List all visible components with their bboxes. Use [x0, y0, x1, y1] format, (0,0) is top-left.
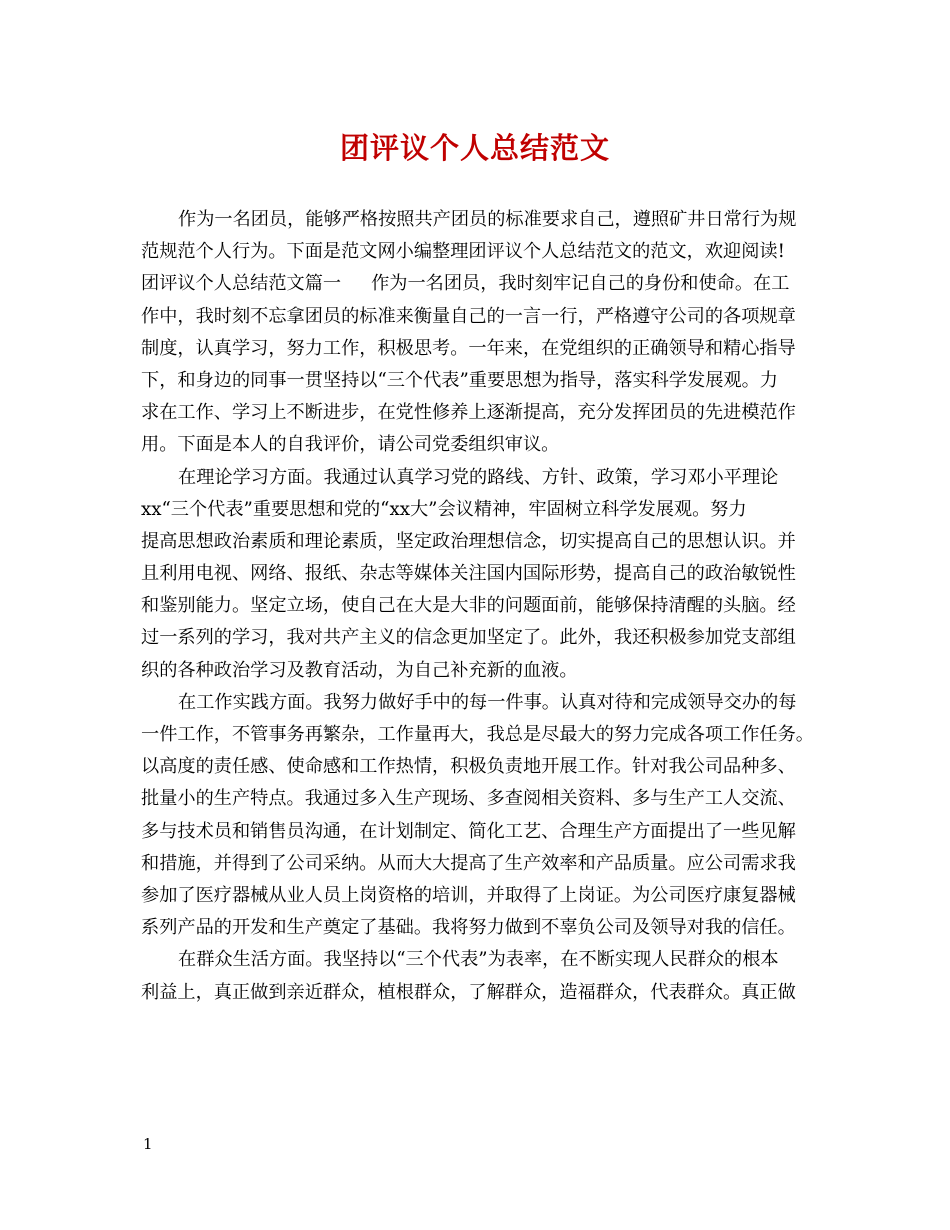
- section-heading: 团评议个人总结范文篇一: [141, 273, 342, 295]
- text-line: 在理论学习方面。我通过认真学习党的路线、方针、政策，学习邓小平理论: [178, 466, 779, 488]
- text-segment: 作为一名团员，我时刻牢记自己的身份和使命。在工: [371, 273, 790, 295]
- text-line: 提高思想政治素质和理论素质，坚定政治理想信念，切实提高自己的思想认识。并: [141, 530, 796, 552]
- text-line: 和鉴别能力。坚定立场，使自己在大是大非的问题面前，能够保持清醒的头脑。经: [141, 595, 796, 617]
- document-title: 团评议个人总结范文: [339, 131, 610, 165]
- text-line-composite: [141, 268, 813, 300]
- text-line: xx“三个代表”重要思想和党的“xx大”会议精神，牢固树立科学发展观。努力: [141, 498, 747, 520]
- text-line: 作中，我时刻不忘拿团员的标准来衡量自己的一言一行，严格遵守公司的各项规章: [141, 305, 796, 327]
- text-line: 在群众生活方面。我坚持以“三个代表”为表率，在不断实现人民群众的根本: [178, 949, 779, 971]
- text-line: 批量小的生产特点。我通过多入生产现场、多查阅相关资料、多与生产工人交流、: [141, 788, 796, 810]
- text-line: 参加了医疗器械从业人员上岗资格的培训，并取得了上岗证。为公司医疗康复器械: [141, 884, 796, 906]
- text-line: 织的各种政治学习及教育活动，为自己补充新的血液。: [141, 659, 578, 681]
- text-line: 以高度的责任感、使命感和工作热情，积极负责地开展工作。针对我公司品种多、: [141, 756, 796, 778]
- document-body: [141, 204, 813, 1009]
- text-line: 在工作实践方面。我努力做好手中的每一件事。认真对待和完成领导交办的每: [178, 691, 797, 713]
- text-line: 且利用电视、网络、报纸、杂志等媒体关注国内国际形势，提高自己的政治敏锐性: [141, 563, 796, 585]
- text-line: 多与技术员和销售员沟通，在计划制定、简化工艺、合理生产方面提出了一些见解: [141, 820, 796, 842]
- page-number: 1: [143, 1135, 153, 1153]
- text-line: 用。下面是本人的自我评价，请公司党委组织审议。: [141, 434, 560, 456]
- text-line: 下，和身边的同事一贯坚持以“三个代表”重要思想为指导，落实科学发展观。力: [141, 369, 778, 391]
- text-line: 一件工作，不管事务再繁杂，工作量再大，我总是尽最大的努力完成各项工作任务。: [141, 724, 814, 745]
- text-line: 利益上，真正做到亲近群众，植根群众，了解群众，造福群众，代表群众。真正做: [141, 981, 796, 1003]
- text-line: 系列产品的开发和生产奠定了基础。我将努力做到不辜负公司及领导对我的信任。: [141, 917, 796, 939]
- text-line: 求在工作、学习上不断进步，在党性修养上逐渐提高，充分发挥团员的先进模范作: [141, 402, 796, 424]
- text-line: 范规范个人行为。下面是范文网小编整理团评议个人总结范文的范文，欢迎阅读!: [141, 241, 785, 263]
- text-line: 过一系列的学习，我对共产主义的信念更加坚定了。此外，我还积极参加党支部组: [141, 627, 796, 649]
- text-line: 作为一名团员，能够严格按照共产团员的标准要求自己，遵照矿井日常行为规: [178, 209, 797, 230]
- text-line: 和措施，并得到了公司采纳。从而大大提高了生产效率和产品质量。应公司需求我: [141, 852, 796, 874]
- text-line: 制度，认真学习，努力工作，积极思考。一年来，在党组织的正确领导和精心指导: [141, 337, 796, 359]
